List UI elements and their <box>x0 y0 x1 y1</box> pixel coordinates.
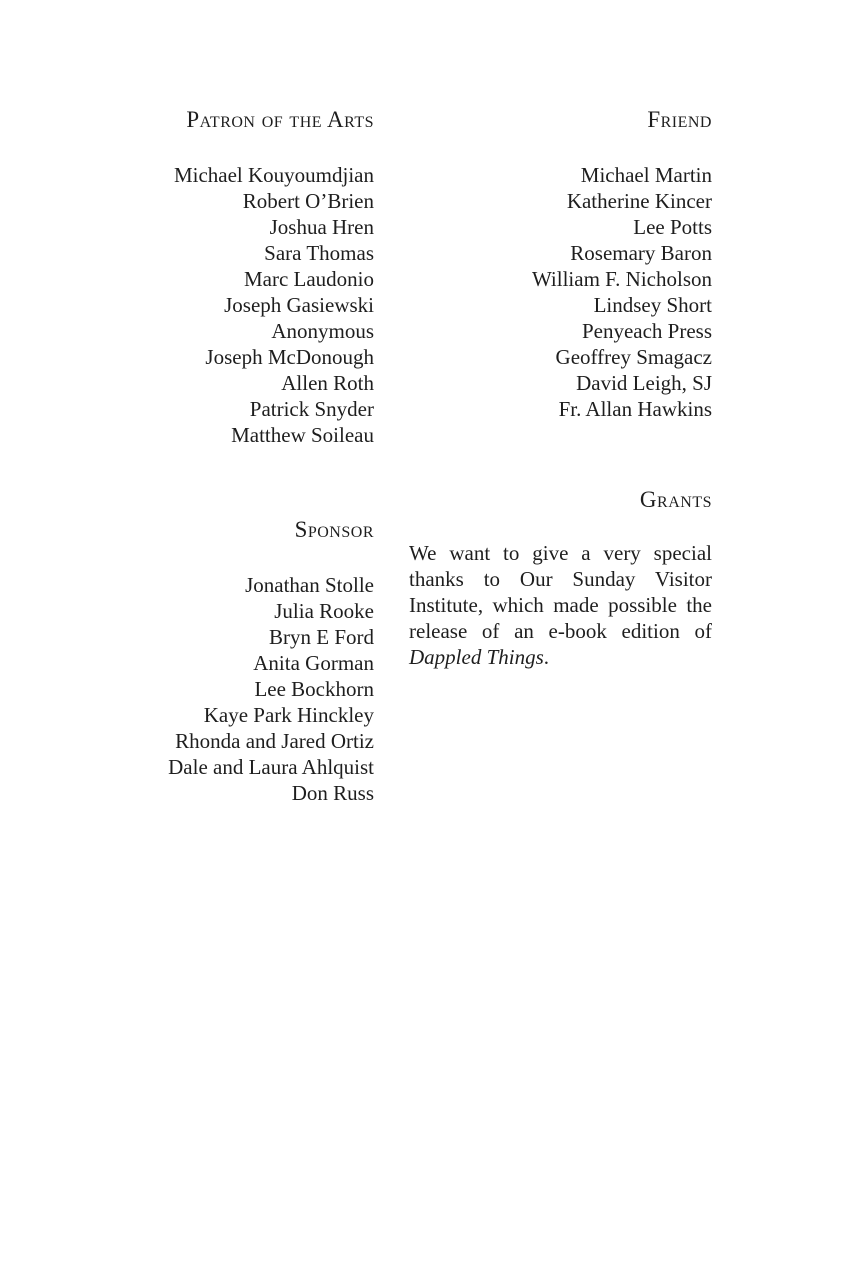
list-item: Katherine Kincer <box>566 189 712 213</box>
list-item: Michael Kouyoumdjian <box>173 163 374 187</box>
friend-section <box>409 106 712 422</box>
list-item: Sara Thomas <box>264 241 374 265</box>
friend-list <box>409 162 712 422</box>
list-item: Penyeach Press <box>581 319 712 343</box>
list-item: Jonathan Stolle <box>245 573 374 597</box>
list-item: Joseph McDonough <box>205 345 374 369</box>
list-item: Allen Roth <box>281 371 374 395</box>
list-item: David Leigh, SJ <box>576 371 712 395</box>
list-item: Bryn E Ford <box>269 625 374 649</box>
list-item: Lee Bockhorn <box>254 677 374 701</box>
list-item: Matthew Soileau <box>231 423 374 447</box>
list-item: Lindsey Short <box>593 293 712 317</box>
list-item: Geoffrey Smagacz <box>555 345 712 369</box>
list-item: Julia Rooke <box>274 599 374 623</box>
list-item: Joshua Hren <box>269 215 374 239</box>
list-item: Anonymous <box>271 319 374 343</box>
list-item: Lee Potts <box>633 215 712 239</box>
list-item: Marc Laudonio <box>243 267 374 291</box>
list-item: Robert O’Brien <box>242 189 374 213</box>
list-item: Dale and Laura Ahlquist <box>168 755 374 779</box>
list-item: Rhonda and Jared Ortiz <box>175 729 374 753</box>
grants-section <box>409 486 712 514</box>
grants-paragraph <box>409 540 712 670</box>
patron-list <box>120 162 374 448</box>
sponsor-heading: Sponsor <box>294 517 374 542</box>
list-item: Michael Martin <box>580 163 712 187</box>
list-item: Joseph Gasiewski <box>224 293 374 317</box>
sponsor-list <box>120 572 374 806</box>
patron-heading: Patron of the Arts <box>186 107 374 132</box>
sponsor-section <box>120 516 374 806</box>
friend-heading: Friend <box>647 107 712 132</box>
list-item: Rosemary Baron <box>570 241 712 265</box>
grants-heading: Grants <box>639 487 712 512</box>
grants-text-end: . <box>543 645 550 669</box>
list-item: Kaye Park Hinckley <box>203 703 374 727</box>
patron-section <box>120 106 374 448</box>
list-item: Patrick Snyder <box>249 397 374 421</box>
list-item: Don Russ <box>291 781 374 805</box>
grants-text: We want to give a very special thanks to Our Sunday Visitor Institute, which made possible the release of an e-book edition of <box>409 541 712 643</box>
grants-title: Dappled Things <box>409 645 544 669</box>
list-item: Anita Gorman <box>253 651 374 675</box>
list-item: Fr. Allan Hawkins <box>558 397 712 421</box>
list-item: William F. Nicholson <box>531 267 712 291</box>
